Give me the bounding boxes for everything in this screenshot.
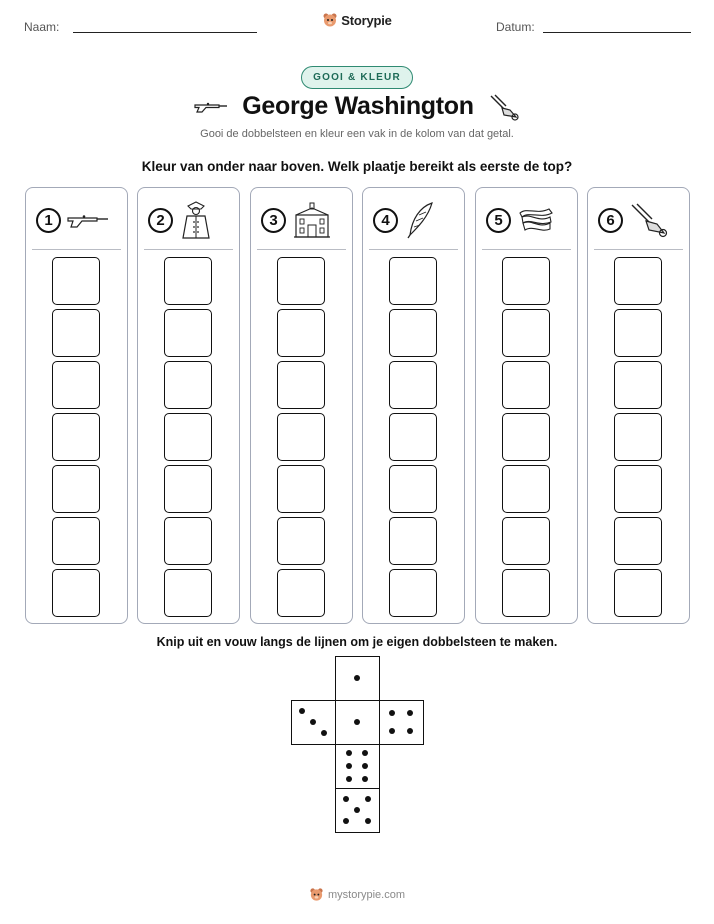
musket-icon (194, 100, 228, 114)
die-pip (362, 763, 368, 769)
color-cell[interactable] (164, 465, 212, 513)
page-title: George Washington (242, 92, 474, 120)
color-cell[interactable] (52, 413, 100, 461)
color-cell[interactable] (164, 517, 212, 565)
die-pip (407, 710, 413, 716)
die-pip (346, 763, 352, 769)
color-cell[interactable] (277, 517, 325, 565)
color-cell[interactable] (614, 465, 662, 513)
die-pip (346, 776, 352, 782)
color-cell[interactable] (164, 569, 212, 617)
column-number: 2 (148, 208, 173, 233)
column-number: 5 (486, 208, 511, 233)
column-2 (137, 187, 240, 624)
scroll-icon (517, 205, 555, 235)
storypie-mascot-icon (309, 887, 324, 902)
die-pip (346, 750, 352, 756)
color-cell[interactable] (502, 465, 550, 513)
color-cell[interactable] (389, 361, 437, 409)
cut-instruction: Knip uit en vouw langs de lijnen om je eigen dobbelsteen te maken. (156, 635, 558, 649)
column-divider (369, 249, 458, 250)
column-divider (482, 249, 571, 250)
die-pip (362, 750, 368, 756)
color-cell[interactable] (277, 309, 325, 357)
color-cell[interactable] (389, 257, 437, 305)
die-face (335, 744, 380, 789)
color-cell[interactable] (52, 309, 100, 357)
color-cell[interactable] (389, 517, 437, 565)
die-pip (343, 818, 349, 824)
color-cell[interactable] (502, 517, 550, 565)
color-cell[interactable] (164, 257, 212, 305)
storypie-mascot-icon (322, 12, 338, 28)
column-1 (25, 187, 128, 624)
color-cell[interactable] (614, 517, 662, 565)
mansion-icon (292, 201, 332, 239)
color-cell[interactable] (502, 569, 550, 617)
color-cell[interactable] (164, 361, 212, 409)
die-pip (354, 807, 360, 813)
instruction: Kleur van onder naar boven. Welk plaatje bereikt als eerste de top? (141, 159, 573, 174)
color-cell[interactable] (164, 413, 212, 461)
color-cell[interactable] (277, 361, 325, 409)
date-line (543, 32, 691, 33)
color-cell[interactable] (389, 309, 437, 357)
die-face (335, 788, 380, 833)
column-4 (362, 187, 465, 624)
die-pip (321, 730, 327, 736)
column-5 (475, 187, 578, 624)
color-cell[interactable] (277, 413, 325, 461)
color-cell[interactable] (277, 465, 325, 513)
die-face (335, 656, 380, 701)
brand-logo (0, 12, 714, 33)
subtitle: Gooi de dobbelsteen en kleur een vak in de kolom van dat getal. (200, 128, 514, 140)
die-pip (365, 818, 371, 824)
column-divider (144, 249, 233, 250)
color-cell[interactable] (614, 257, 662, 305)
die-pip (389, 728, 395, 734)
date-label: Datum: (496, 20, 535, 34)
musket-icon (67, 211, 109, 229)
column-6 (587, 187, 690, 624)
color-cell[interactable] (502, 413, 550, 461)
quill-pen-icon (404, 201, 436, 239)
plow-icon (488, 93, 520, 121)
die-pip (354, 675, 360, 681)
column-divider (594, 249, 683, 250)
color-cell[interactable] (52, 569, 100, 617)
die-pip (362, 776, 368, 782)
color-cell[interactable] (614, 413, 662, 461)
plow-icon (629, 202, 669, 238)
die-face (379, 700, 424, 745)
die-pip (299, 708, 305, 714)
die-pip (343, 796, 349, 802)
activity-badge: GOOI & KLEUR (301, 66, 413, 89)
footer (0, 887, 714, 907)
die-pip (310, 719, 316, 725)
column-number: 1 (36, 208, 61, 233)
color-cell[interactable] (164, 309, 212, 357)
color-cell[interactable] (502, 309, 550, 357)
brand-text: Storypie (341, 12, 392, 28)
column-number: 4 (373, 208, 398, 233)
color-cell[interactable] (502, 257, 550, 305)
die-face (291, 700, 336, 745)
color-cell[interactable] (52, 517, 100, 565)
column-divider (32, 249, 121, 250)
color-cell[interactable] (389, 413, 437, 461)
column-3 (250, 187, 353, 624)
footer-url: mystorypie.com (327, 888, 406, 901)
column-number: 6 (598, 208, 623, 233)
color-cell[interactable] (52, 257, 100, 305)
name-label: Naam: (24, 20, 60, 34)
column-divider (257, 249, 346, 250)
color-cell[interactable] (277, 257, 325, 305)
color-cell[interactable] (502, 361, 550, 409)
column-number: 3 (261, 208, 286, 233)
die-pip (365, 796, 371, 802)
die-pip (354, 719, 360, 725)
die-pip (407, 728, 413, 734)
color-cell[interactable] (389, 465, 437, 513)
colonial-coat-icon (179, 200, 213, 240)
color-cell[interactable] (52, 361, 100, 409)
color-cell[interactable] (614, 309, 662, 357)
color-cell[interactable] (614, 361, 662, 409)
die-face (335, 700, 380, 745)
color-cell[interactable] (52, 465, 100, 513)
color-cell[interactable] (614, 569, 662, 617)
die-pip (389, 710, 395, 716)
color-cell[interactable] (389, 569, 437, 617)
color-cell[interactable] (277, 569, 325, 617)
